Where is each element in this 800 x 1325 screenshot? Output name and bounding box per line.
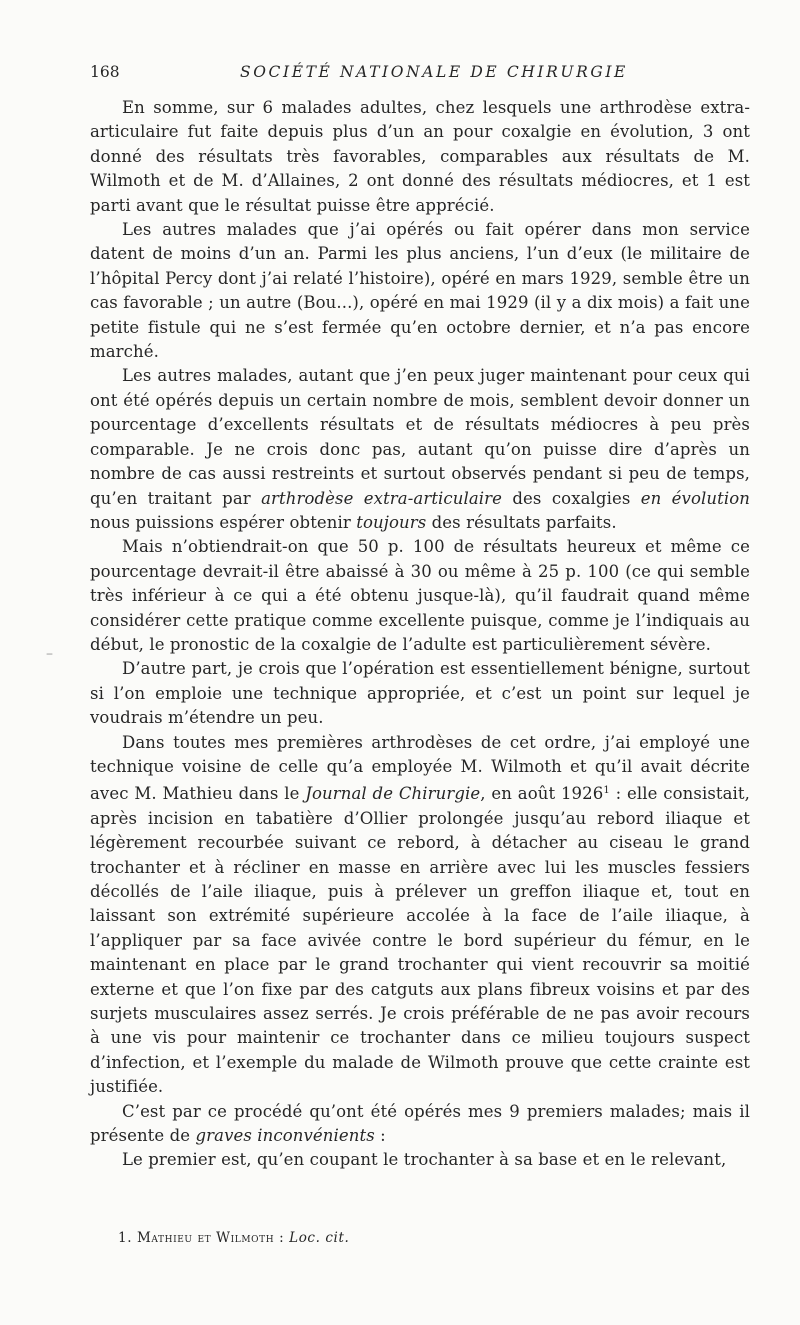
paragraph-3-text-b: des coxalgies (512, 488, 631, 508)
paragraph-7-text-b: : (374, 1126, 386, 1146)
paragraph-4: Mais n’obtiendrait-on que 50 p. 100 de résultats heureux et même ce pourcentage devrait-il être abaissé à 30 ou même à 25 p. 100 (ce qui semble très inférieur à ce qui a été obtenu jusque-là), qu’il faudrait quand même considérer cette pratique comme excellente puisque, comme je l’indiquais au début, le pronostic de la coxalgie de l’adulte est particulièrement sévère. (90, 537, 750, 654)
footnote-separator: : (274, 1230, 290, 1246)
paragraph-7 (90, 1100, 750, 1149)
paragraph-6-text-a: Dans toutes mes premières arthrodèses de cet ordre, j’ai employé une technique voisine de celle qu’a employée M. Wilmoth et qu’il avait décrite avec M. Mathieu dans le (90, 732, 750, 804)
emphasis-graves: graves inconvénients (195, 1126, 375, 1146)
paragraph-5: D’autre part, je crois que l’opération est essentiellement bénigne, surtout si l’on emploie une technique appropriée, et c’est un point sur lequel je voudrais m’étendre un peu. (90, 659, 750, 728)
page-number: 168 (90, 63, 120, 81)
emphasis-en-evolution: en évolution (640, 488, 750, 508)
footnote (118, 1228, 349, 1248)
paragraph-6 (90, 731, 750, 1100)
body-text (90, 96, 750, 1173)
paragraph-3-text-c: nous puissions espérer obtenir (90, 512, 351, 532)
paragraph-1: En somme, sur 6 malades adultes, chez lesquels une arthrodèse extra-articulaire fut faite depuis plus d’un an pour coxalgie en évolution, 3 ont donné des résultats très favorables, comparables aux résultats de M. Wilmoth et de M. d’Allaines, 2 ont donné des résultats médiocres, et 1 est parti avant que le résultat puisse être apprécié. (90, 98, 750, 215)
footnote-citation: Loc. cit. (289, 1230, 350, 1246)
paragraph-3-text-d: des résultats parfaits. (431, 512, 617, 532)
paragraph-6-text-b: , en août 1926 (480, 784, 604, 804)
footnote-reference: 1 (603, 785, 610, 797)
margin-mark: – (46, 646, 53, 662)
paragraph-7-text-a: C’est par ce procédé qu’ont été opérés mes 9 premiers malades; mais il présente de (90, 1101, 750, 1146)
emphasis-arthrodese: arthrodèse extra-articulaire (261, 488, 503, 508)
paragraph-6-text-c: : elle consistait, après incision en tabatière d’Ollier prolongée jusqu’au rebord iliaque et légèrement recourbée suivant ce rebord, à détacher au ciseau le grand trochanter et à récliner en masse en arrière avec lui les muscles fessiers décollés de l’aile iliaque, puis à prélever un greffon iliaque et, tout en laissant son extrémité supérieure accolée à la face de l’aile iliaque, à l’appliquer par sa face avivée contre le bord supérieur du fémur, en le maintenant en place par le grand trochanter qui vient recouvrir sa moitié externe et que l’on fixe par des catguts aux plans fibreux voisins et par des surjets musculaires assez serrés. Je crois préférable de ne pas avoir recours à une vis pour maintenir ce trochanter dans ce milieu toujours suspect d’infection, et l’exemple du malade de Wilmoth prouve que cette crainte est justifiée. (90, 784, 751, 1097)
running-head: SOCIÉTÉ NATIONALE DE CHIRURGIE (240, 63, 628, 81)
footnote-authors: Mathieu et Wilmoth (137, 1230, 275, 1246)
emphasis-journal: Journal de Chirurgie (305, 784, 481, 804)
paragraph-8: Le premier est, qu’en coupant le trochanter à sa base et en le relevant, (122, 1150, 727, 1170)
emphasis-toujours: toujours (356, 512, 427, 532)
paragraph-3-text-a: Les autres malades, autant que j’en peux juger maintenant pour ceux qui ont été opérés depuis un certain nombre de mois, semblent devoir donner un pourcentage d’excellents résultats et de résultats médiocres à peu près comparable. Je ne crois donc pas, autant qu’on puisse dire d’après un nombre de cas aussi restreints et surtout observés pendant si peu de temps, qu’en traitant par (90, 366, 750, 508)
paragraph-2: Les autres malades que j’ai opérés ou fait opérer dans mon service datent de moins d’un an. Parmi les plus anciens, l’un d’eux (le militaire de l’hôpital Percy dont j’ai relaté l’histoire), opéré en mars 1929, semble être un cas favorable ; un autre (Bou...), opéré en mai 1929 (il y a dix mois) a fait une petite fistule qui ne s’est fermée qu’en octobre dernier, et n’a pas encore marché. (90, 220, 750, 362)
footnote-number: 1. (118, 1230, 133, 1246)
page-header (90, 60, 708, 84)
paragraph-3 (90, 364, 750, 535)
